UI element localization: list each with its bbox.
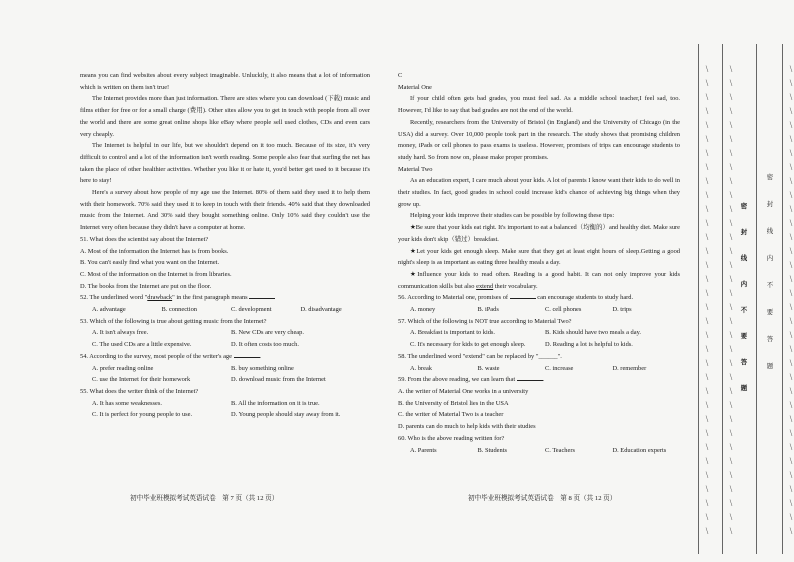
option: D. The books from the Internet are put on the floor. — [80, 282, 212, 290]
options-row — [410, 339, 680, 351]
seal-char: 题 — [740, 385, 748, 392]
options-row — [410, 363, 680, 375]
options-row — [410, 327, 680, 339]
binding-line — [756, 44, 757, 554]
option: B. buy something online — [231, 364, 294, 372]
options-row — [92, 327, 370, 339]
option: A. It isn't always free. — [92, 329, 149, 337]
options-row — [92, 409, 370, 421]
option: B. connection — [161, 306, 197, 314]
question-text: . — [259, 352, 262, 360]
label-char: 要 — [766, 309, 774, 316]
label-char: 封 — [766, 201, 774, 208]
paragraph: means you can find websites about every subject imaginable. Unluckily, it also means that a lot of information which is written on them isn't true! — [80, 72, 370, 91]
seal-char: 答 — [740, 359, 748, 366]
options-row — [92, 304, 370, 316]
seal-char: 密 — [740, 203, 748, 210]
option: A. Parents — [410, 446, 437, 454]
option: C. Most of the information on the Internet is from libraries. — [80, 270, 232, 278]
option: B. Students — [477, 446, 507, 454]
binding-line — [782, 44, 783, 554]
question-text: can encourage students to study hard. — [537, 294, 634, 302]
section-title: C — [398, 72, 403, 79]
question-51: 51. What does the scientist say about the Internet? — [80, 235, 209, 243]
binding-seal-text — [739, 194, 749, 402]
option: D. parents can do much to help kids with their studies — [398, 423, 536, 431]
option: D. Education experts — [612, 446, 667, 454]
page-footer: 初中毕业班模拟考试英语试卷 第 7 页（共 12 页） — [130, 495, 279, 502]
option: B. the University of Bristol lies in the USA — [398, 399, 509, 407]
option: B. All the information on it is true. — [231, 399, 320, 407]
page-footer: 初中毕业班模拟考试英语试卷 第 8 页（共 12 页） — [468, 495, 617, 502]
question-text: 52. The underlined word " — [80, 294, 148, 302]
option: A. It has some weaknesses. — [92, 399, 162, 407]
option: B. New CDs are very cheap. — [231, 329, 304, 337]
question-text: 54. According to the survey, most people of the writer's age — [80, 352, 232, 360]
label-char: 题 — [766, 363, 774, 370]
binding-ticks: \ \ \ \ \ \ \ \ \ \ \ \ \ \ \ \ \ \ \ \ \ \ \ \ \ \ \ \ \ \ \ \ \ \ — [705, 64, 709, 536]
page-8 — [398, 70, 680, 456]
question-57: 57. Which of the following is NOT true according to Material Two? — [398, 317, 572, 325]
paragraph: The Internet provides more than just information. There are sites where you can download (下载) music and films either for free or for a small charge (费用). Other sites allow you to get in touch with people from all over the world and there are some great online shops like eBay where people sell used clothes, CDs and even cars very cheaply. — [80, 95, 370, 138]
label-char: 线 — [766, 228, 774, 235]
question-text: . — [542, 376, 545, 384]
options-row — [92, 398, 370, 410]
option: C. development — [231, 306, 272, 314]
answer-blank — [517, 374, 545, 384]
seal-char: 内 — [740, 281, 748, 288]
question-54 — [80, 351, 370, 363]
options-row — [92, 374, 370, 386]
options-row — [410, 304, 680, 316]
option: C. It is perfect for young people to use. — [92, 411, 193, 419]
binding-ticks: \ \ \ \ \ \ \ \ \ \ \ \ \ \ \ \ \ \ \ \ \ \ \ \ \ \ \ \ \ \ \ \ \ \ — [729, 64, 733, 536]
question-text: 59. From the above reading, we can learn that — [398, 376, 516, 384]
option: D. remember — [612, 364, 647, 372]
option: D. disadvantage — [300, 306, 342, 314]
seal-char: 线 — [740, 255, 748, 262]
question-56 — [398, 292, 680, 304]
page-7 — [80, 70, 370, 421]
tip-text: ★Influence your kids to read often. Reading is a good habit. It can not only improve your kids communication skills but also — [398, 270, 680, 290]
answer-blank — [234, 351, 260, 358]
question-60: 60. Who is the above reading written for? — [398, 434, 505, 442]
tip-text: their vocabulary. — [493, 282, 538, 290]
option: D. trips — [612, 306, 632, 314]
seal-char: 不 — [740, 307, 748, 314]
option: B. iPads — [477, 306, 499, 314]
question-55: 55. What does the writer think of the Internet? — [80, 387, 199, 395]
binding-margin — [686, 44, 794, 554]
material-title: Material Two — [398, 165, 433, 173]
binding-label-text — [765, 164, 775, 380]
paragraph: If your child often gets bad grades, you must feel sad. As a middle school teacher,I feel sad, too. However, I'd like to say that bad grades are not the end of the world. — [398, 95, 680, 115]
option: B. waste — [477, 364, 500, 372]
option: C. use the Internet for their homework — [92, 376, 191, 384]
option: D. Reading a lot is helpful to kids. — [545, 341, 633, 349]
paragraph: Recently, researchers from the University of Bristol (in England) and the University of Chicago (in the USA) did a survey. Over 10,000 people took part in the research. The study shows that promising children money, iPads or cell phones to pass exams is useless. However, promises of trips can encourage students to study hard. So from now on, please make proper promises. — [398, 118, 680, 161]
option: B. Kids should have two meals a day. — [545, 329, 641, 337]
options-row — [92, 363, 370, 375]
question-text: " in the first paragraph means — [172, 294, 248, 302]
options-row — [410, 445, 680, 457]
option: C. the writer of Material Two is a teacher — [398, 411, 504, 419]
option: C. It's necessary for kids to get enough sleep. — [410, 341, 526, 349]
options-row — [92, 339, 370, 351]
option: A. Most of the information the Internet has is from books. — [80, 247, 229, 255]
option: A. prefer reading online — [92, 364, 154, 372]
question-52 — [80, 292, 370, 304]
paragraph: As an education expert, I care much about your kids. A lot of parents I know want their kids to do well in their studies. In fact, good grades in school could increase kid's chance of achieving big things when they grow up. — [398, 177, 680, 208]
tip — [398, 269, 680, 292]
paragraph: Here's a survey about how people of my age use the Internet. 80% of them said they used it to help them with their homework. 70% said they used it to keep in touch with their friends. 40% said that they downloaded music from the Internet. And 30% said they bought something online. Only 10% said they couldn't use the Internet very often because they didn't have a computer at home. — [80, 189, 370, 232]
answer-blank — [249, 292, 275, 299]
option: D. It often costs too much. — [231, 341, 299, 349]
tip: ★Let your kids get enough sleep. Make sure that they get at least eight hours of sleep.Getting a good night's sleep is as important as eating three healthy meals a day. — [398, 247, 680, 267]
option: A. break — [410, 364, 433, 372]
underlined-word: extend — [476, 282, 494, 290]
tip: ★Be sure that your kids eat right. It's important to eat a balanced（均衡的）and healthy diet. Make sure your kids don't skip（错过）breakfast. — [398, 224, 680, 243]
answer-blank — [510, 292, 536, 299]
option: A. money — [410, 306, 436, 314]
label-char: 不 — [766, 282, 774, 289]
binding-line — [722, 44, 723, 554]
question-58: 58. The underlined word "extend" can be replaced by "______". — [398, 352, 562, 360]
seal-char: 封 — [740, 229, 748, 236]
binding-line — [698, 44, 699, 554]
option: D. download music from the Internet — [231, 376, 326, 384]
option: C. increase — [545, 364, 574, 372]
option: C. cell phones — [545, 306, 582, 314]
binding-ticks: \ \ \ \ \ \ \ \ \ \ \ \ \ \ \ \ \ \ \ \ \ \ \ \ \ \ \ \ \ \ \ \ \ \ — [789, 64, 793, 536]
material-title: Material One — [398, 83, 432, 91]
question-text: 56. According to Material one, promises of — [398, 294, 509, 302]
paragraph: Helping your kids improve their studies can be possible by following these tips: — [410, 212, 615, 220]
label-char: 密 — [766, 174, 774, 181]
option: A. advantage — [92, 306, 126, 314]
question-53: 53. Which of the following is true about getting music from the Internet? — [80, 317, 267, 325]
paragraph: The Internet is helpful in our life, but we shouldn't depend on it too much. Because of its size, it's very difficult to control and a lot of the information isn't worth reading. Some people also fear that surfing the net has taken the place of other healthier activities. Whether you like it or hate it, you'd better get used to it because it's here to stay! — [80, 142, 370, 185]
option: B. You can't easily find what you want on the Internet. — [80, 259, 220, 267]
seal-char: 要 — [740, 333, 748, 340]
underlined-word: drawback — [147, 294, 173, 302]
option: C. Teachers — [545, 446, 575, 454]
label-char: 内 — [766, 255, 774, 262]
question-59 — [398, 374, 680, 386]
label-char: 答 — [766, 336, 774, 343]
option: A. Breakfast is important to kids. — [410, 329, 496, 337]
option: D. Young people should stay away from it. — [231, 411, 341, 419]
option: C. The used CDs are a little expensive. — [92, 341, 192, 349]
option: A. the writer of Material One works in a university — [398, 387, 529, 395]
